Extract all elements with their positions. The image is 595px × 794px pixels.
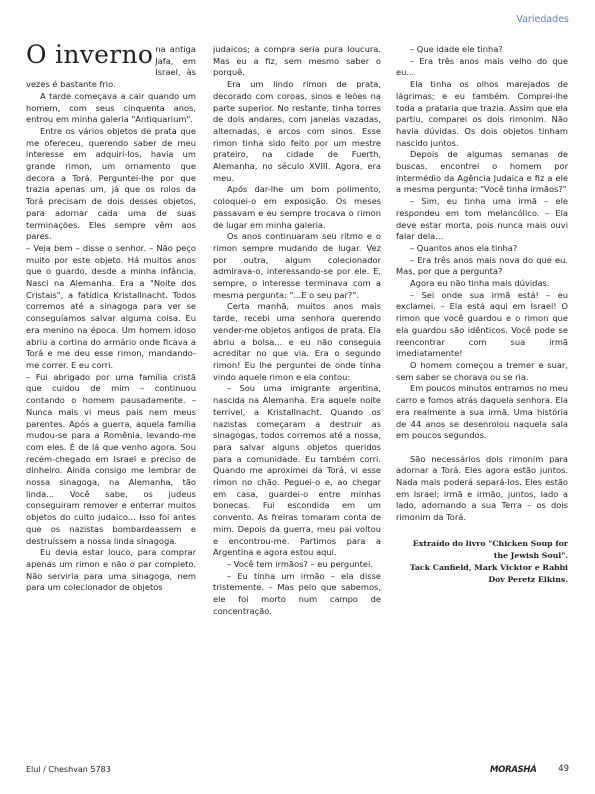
article-opening	[26, 40, 196, 91]
paragraph: Ela tinha os olhos marejados de lágrimas; e eu também. Comprei-lhe toda a prataria que trazia. Assim que ela partiu, comparei os dois rimonim. Não havia dúvidas. Os dois objetos tinham nascido juntos.	[396, 79, 568, 148]
paragraph: – Sim, eu tinha uma irmã – ele respondeu em tom melancólico. – Ela deve estar morta, pois nunca mais ouvi falar dela...	[396, 196, 568, 242]
paragraph: Em poucos minutos entramos no meu carro e fomos atrás daquela senhora. Ela era realmente a sua irmã. Uma história de 44 anos se desenrolou naquela sala em poucos segundos.	[396, 383, 569, 441]
paragraph: O homem começou a tremer e suar, sem saber se chorava ou se ria.	[396, 359, 568, 382]
paragraph: Depois de algumas semanas de buscas, encontrei o homem por intermédio da Agência Judaica e fiz a ele a mesma pergunta: "Você tinha irmãos?"	[396, 149, 568, 195]
paragraph: – Sou uma imigrante argentina, nascida na Alemanha. Era aquele noite terrível, a Kristallnacht. Quando os nazistas começaram a destruir as sinagogas, todos corremos até a nossa, para salvar alguns objetos queridos para a comunidade. Eu também corri. Quando me aproximei da Torá, vi esse rimon no chão. Peguei-o e, ao chegar em casa, guardei-o entre minhas bonecas. Fui escondida em um convento. As freiras tomaram conta de mim. Depois da guerra, meu pai voltou e encontrou-me. Partimos para a Argentina e agora estou aqui.	[213, 383, 381, 558]
paragraph: na antiga Jafa, em Israel, às vezes é bastante frio.	[26, 44, 196, 90]
paragraph: São necessários dois rimonim para adornar a Torá. Eles agora estão juntos. Nada mais poderá separá-los. Eles estão em Israel; irmã e irmão, juntos, lado a lado, adornando a sua Terra – os dois rimonim da Torá.	[396, 453, 568, 523]
paragraph: – Era três anos mais velho do que eu...	[396, 55, 568, 78]
paragraph: Os anos continuaram seu ritmo e o rimon sempre mudando de lugar. Vez por outra, algum colecionador admirava-o, interessando-se por ele. E, sempre, o interesse terminava com a mesma pergunta: "...E o seu par?".	[213, 231, 381, 300]
paragraph: – Que idade ele tinha?	[410, 44, 503, 54]
article-title-dropcap: O inverno	[26, 40, 154, 69]
article-column-1	[26, 40, 196, 594]
paragraph: Entre os vários objetos de prata que me ofereceu, querendo saber de meu interesse em adquiri-los, havia um grande rimon, um ornamento que decora a Torá. Perguntei-lhe por que trazia apenas um, já que os rolos da Torá precisam de dois desses objetos, para adornar cada uma de suas terminações. Eles sempre vêm aos pares.	[26, 125, 196, 242]
source-credit	[396, 538, 568, 586]
section-header: Variedades	[516, 14, 569, 25]
magazine-logo: MORASHÁ	[490, 765, 537, 775]
paragraph: Agora eu não tinha mais dúvidas.	[410, 278, 550, 289]
paragraph: Eu devia estar louco, para comprar apenas um rimon e não o par completo. Não serviria para uma sinagoga, nem para um colecionador de objetos	[26, 547, 196, 593]
paragraph: Era um lindo rimon de prata, decorado com coroas, sinos e leões na parte superior. No restante, tinha torres de dois andares, com janelas vazadas, alternadas, e arcos com sinos. Esse rimon tinha sido feito por um mestre prateiro, na cidade de Fuerth, Alemanha, no século XVIII. Agora, era meu.	[213, 79, 381, 183]
credit-book: Extraído do livro "Chicken Soup for the Jewish Soul".	[412, 538, 568, 560]
paragraph: – Era três anos mais nova do que eu. Mas, por que a pergunta?	[396, 254, 568, 277]
issue-label: Elul / Cheshvan 5783	[26, 765, 111, 774]
credit-authors: Tack Canfield, Mark Vicktor e Rabbi Dov Peretz Elkins.	[409, 562, 568, 584]
article-column-2	[213, 44, 381, 617]
paragraph: Certa manhã, muitos anos mais tarde, recebi uma senhora querendo vender-me objetos antigos de prata. Ela abriu a bolsa... e eu não conseguia acreditar no que via. Era o segundo rimon! Eu lhe perguntei de onde tinha vindo aquele rimon e ela contou:	[213, 301, 381, 382]
paragraph: – Sei onde sua irmã está! – eu exclamei. – Ela está aqui em Israel! O rimon que você guardou e o rimon que ela guardou são idênticos. Você pode se reencontrar com sua irmã imediatamente!	[396, 289, 568, 359]
paragraph: judaicos; a compra seria pura loucura. Mas eu a fiz, sem mesmo saber o porquê.	[213, 44, 381, 78]
article-column-3	[396, 44, 568, 586]
page-number: 49	[558, 764, 569, 774]
paragraph: – Eu tinha um irmão – ela disse tristemente. – Mas pelo que sabemos, ele foi morto num campo de concentração.	[213, 570, 381, 616]
paragraph: – Fui abrigado por uma família cristã que cuidou de mim – continuou contando o homem pausadamente. – Nunca mais vi meus pais nem meus parentes. Após a guerra, aquela família mudou-se para a Romênia, levando-me com eles. É de lá que venho agora. Sou recém-chegado em Israel e preciso de dinheiro. Ainda consigo me lembrar de nossa sinagoga, na Alemanha, tão linda... Você sabe, os judeus conseguiram remover e enterrar muitos objetos do culto judaico... Isso foi antes que os nazistas bombardeassem e destruíssem a nossa linda sinagoga.	[26, 371, 196, 546]
paragraph: – Quantos anos ela tinha?	[410, 242, 518, 253]
paragraph: – Veja bem – disse o senhor. – Não peço muito por este objeto. Há muitos anos que o guardo, desde a minha infância. Nasci na Alemanha. Era a "Noite dos Cristais", a fatídica Kristallnacht. Todos corremos até a sinagoga para ver se conseguíamos salvar alguma coisa. Eu era menino na época. Um homem idoso abriu a cortina do armário onde ficava a Torá e me deu esse rimon, mandando-me correr. E eu corri.	[26, 242, 196, 370]
paragraph: A tarde começava a cair quando um homem, com seus cinquenta anos, entrou em minha galeria "Antiquarium".	[26, 90, 196, 125]
paragraph: – Você tem irmãos? – eu perguntei.	[227, 558, 373, 569]
paragraph: Após dar-lhe um bom polimento, coloquei-o em exposição. Os meses passavam e eu sempre trocava o rimon de lugar em minha galeria.	[213, 184, 381, 230]
